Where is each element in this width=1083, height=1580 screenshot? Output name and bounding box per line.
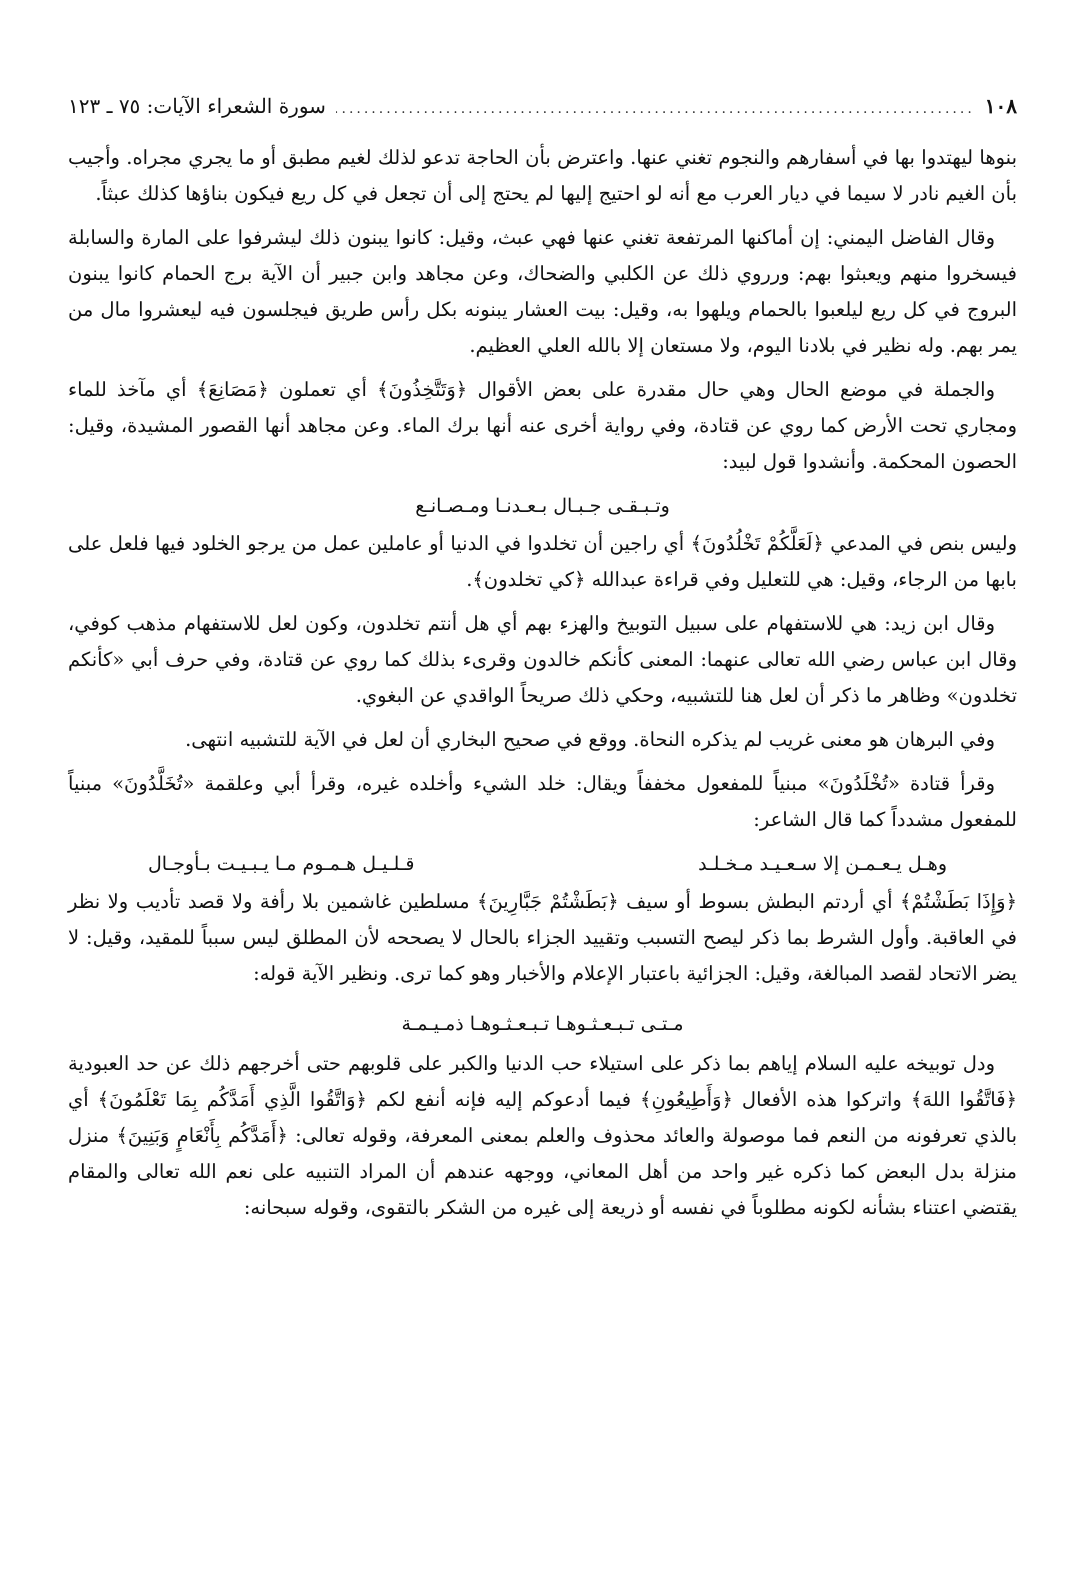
- paragraph: وقال الفاضل اليمني: إن أماكنها المرتفعة تغني عنها فهي عبث، وقيل: كانوا يبنون ذلك ليشرفوا على المارة والسابلة فيسخروا منهم ويعبثوا بهم: ورروي ذلك عن الكلبي والضحاك، وعن مجاهد وابن جبير أن الآية برج الحمام كانوا يبنون البروج في كل ريع ليلعبوا بالحمام ويلهوا به، وقيل: بيت العشار يبنونه بكل رأس طريق فيجلسون فيه ليعشروا مال من يمر بهم. وله نظير في بلادنا اليوم، ولا مستعان إلا بالله العلي العظيم.: [68, 226, 1017, 357]
- paragraph: بنوها ليهتدوا بها في أسفارهم والنجوم تغني عنها. واعترض بأن الحاجة تدعو لذلك لغيم مطبق أو ما يجري مجراه. وأجيب بأن الغيم نادر لا سيما في ديار العرب مع أنه لو احتيج إليها لم يحتج إلى أن تجعل في كل ريع فيكون بناؤها كذلك عبثاً.: [68, 146, 1017, 205]
- poetry-verse: وتـبـقـى جـبـال بـعـدنـا ومـصـانـع: [415, 495, 670, 517]
- paragraph: وفي البرهان هو معنى غريب لم يذكره النحاة. ووقع في صحيح البخاري أن لعل في الآية للتشبيه انتهى.: [185, 728, 995, 751]
- paragraph: وقال ابن زيد: هي للاستفهام على سبيل التوبيخ والهزء بهم أي هل أنتم تخلدون، وكون لعل للاستفهام مذهب كوفي، وقال ابن عباس رضي الله تعالى عنهما: المعنى كأنكم خالدون وقرىء بذلك كما روي عن قتادة، وفي حرف أبي «كأنكم تخلدون» وظاهر ما ذكر أن لعل هنا للتشبيه، وحكي ذلك صريحاً الواقدي عن البغوي.: [68, 612, 1017, 707]
- paragraph: والجملة في موضع الحال وهي حال مقدرة على بعض الأقوال ﴿وَتَتَّخِذُونَ﴾ أي تعملون ﴿مَصَانِعَ﴾ أي مآخذ للماء ومجاري تحت الأرض كما روي عن قتادة، وفي رواية أخرى عنه أنها برك الماء. وعن مجاهد أنها القصور المشيدة، وقيل: الحصون المحكمة. وأنشدوا قول لبيد:: [68, 378, 1017, 473]
- paragraph: وقرأ قتادة «تُخْلَدُونَ» مبنياً للمفعول مخففاً ويقال: خلد الشيء وأخلده غيره، وقرأ أبي وعلقمة «تُخَلَّدُونَ» مبنياً للمفعول مشدداً كما قال الشاعر:: [68, 772, 1017, 831]
- verse-first-hemistich: وهـل يـعـمـن إلا سـعـيـد مـخـلـد: [698, 853, 947, 875]
- running-title: سورة الشعراء الآيات: ٧٥ ـ ١٢٣: [68, 94, 326, 118]
- header-leader-dots: [336, 91, 975, 127]
- paragraph: وليس بنص في المدعي ﴿لَعَلَّكُمْ تَخْلُدُونَ﴾ أي راجين أن تخلدوا في الدنيا أو عاملين عمل من يرجو الخلود فيها فلعل على بابها من الرجاء، وقيل: هي للتعليل وفي قراءة عبدالله ﴿كي تخلدون﴾.: [68, 532, 1017, 591]
- page-header: [68, 88, 1017, 122]
- verse-second-hemistich: قـلـيـل هـمـوم مـا يـبـيـت بـأوجـال: [148, 853, 415, 875]
- page-number: ١٠٨: [984, 94, 1017, 118]
- poetry-verse: مـتـى تـبـعـثـوهـا تـبـعـثـوهـا ذمـيـمـة: [401, 1013, 684, 1035]
- paragraph: ﴿وَإِذَا بَطَشْتُمْ﴾ أي أردتم البطش بسوط أو سيف ﴿بَطَشْتُمْ جَبَّارِينَ﴾ مسلطين غاشمين بلا رأفة ولا قصد تأديب ولا نظر في العاقبة. وأول الشرط بما ذكر ليصح التسبب وتقييد الجزاء بالحال لا يصححه لأن المطلق ليس سبباً للمقيد، وقيل: لا يضر الاتحاد لقصد المبالغة، وقيل: الجزائية باعتبار الإعلام والأخبار وهو كما ترى. ونظير الآية قوله:: [68, 890, 1017, 985]
- paragraph: ودل توبيخه عليه السلام إياهم بما ذكر على استيلاء حب الدنيا والكبر على قلوبهم حتى أخرجهم ذلك عن حد العبودية ﴿فَاتَّقُوا اللهَ﴾ واتركوا هذه الأفعال ﴿وَأَطِيعُونِ﴾ فيما أدعوكم إليه فإنه أنفع لكم ﴿وَاتَّقُوا الَّذِي أَمَدَّكُم بِمَا تَعْلَمُونَ﴾ أي بالذي تعرفونه من النعم فما موصولة والعائد محذوف والعلم بمعنى المعرفة، وقوله تعالى: ﴿أَمَدَّكُم بِأَنْعَامٍ وَبَنِينَ﴾ منزل منزلة بدل البعض كما ذكره غير واحد من أهل المعاني، ووجهه عندهم أن المراد التنبيه على نعم الله تعالى والمقام يقتضي اعتناء بشأنه لكونه مطلوباً في نفسه أو ذريعة إلى غيره من الشكر بالتقوى، وقوله سبحانه:: [68, 1052, 1017, 1219]
- poetry-couplet: [68, 846, 1017, 882]
